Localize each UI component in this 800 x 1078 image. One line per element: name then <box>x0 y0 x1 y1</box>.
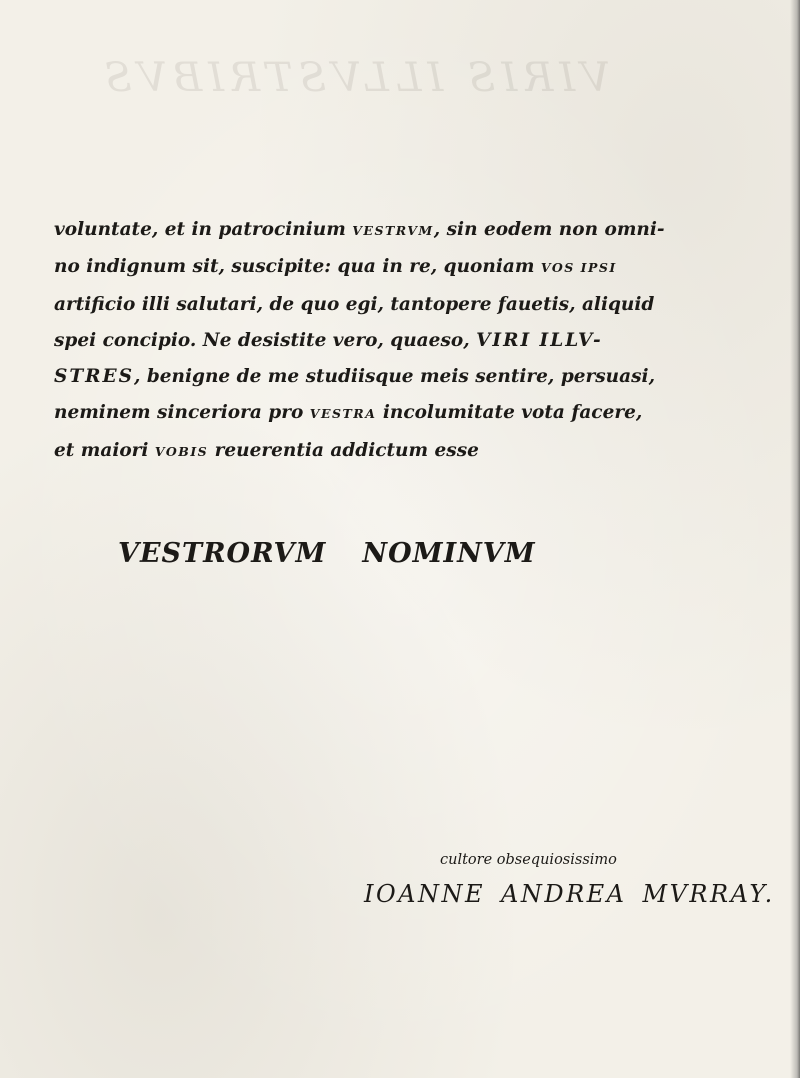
closing-word: VESTRORVM <box>118 538 327 569</box>
text-line <box>54 395 760 432</box>
page-edge-shadow <box>790 0 800 1078</box>
bleed-through-show: VIRIS ILLVSTRIBVS <box>98 55 610 101</box>
text-line <box>54 212 760 249</box>
signature-first-name: IOANNE <box>364 880 486 908</box>
text-span: voluntate, et in patrocinium <box>54 219 353 240</box>
signature-last-name: MVRRAY. <box>642 880 775 908</box>
caps-span: STRES <box>54 366 134 388</box>
text-line <box>54 287 760 323</box>
signature-epithet: cultore obsequiosissimo <box>440 852 617 868</box>
smallcaps-span: VOBIS <box>154 443 209 459</box>
smallcaps-span: VESTRVM <box>352 223 434 238</box>
text-span: neminem sinceriora pro <box>54 402 310 424</box>
text-span: no indignum sit, suscipite: qua in re, quoniam <box>54 256 541 278</box>
text-span: artificio illi salutari, de quo egi, tantopere fauetis, aliquid <box>54 293 655 315</box>
closing-word: NOMINVM <box>362 538 536 569</box>
text-line <box>54 249 760 286</box>
text-line <box>54 359 760 395</box>
text-line <box>54 433 760 470</box>
text-span: reuerentia addictum esse <box>208 439 479 461</box>
signature-middle-name: ANDREA <box>501 880 627 908</box>
text-span: , benigne de me studiisque meis sentire, persuasi, <box>133 366 656 388</box>
body-paragraph <box>54 212 760 470</box>
text-span: et maiori <box>54 439 155 461</box>
smallcaps-span: VOS IPSI <box>540 260 617 276</box>
text-span: incolumitate vota facere, <box>376 402 643 424</box>
smallcaps-span: VESTRA <box>309 406 377 422</box>
text-line <box>54 323 760 359</box>
caps-span: VIRI ILLV- <box>476 329 603 351</box>
text-span: spei concipio. Ne desistite vero, quaeso, <box>54 329 477 351</box>
text-span: , sin eodem non omni- <box>433 219 665 240</box>
closing-heading <box>118 538 536 569</box>
signature-name <box>364 880 775 908</box>
